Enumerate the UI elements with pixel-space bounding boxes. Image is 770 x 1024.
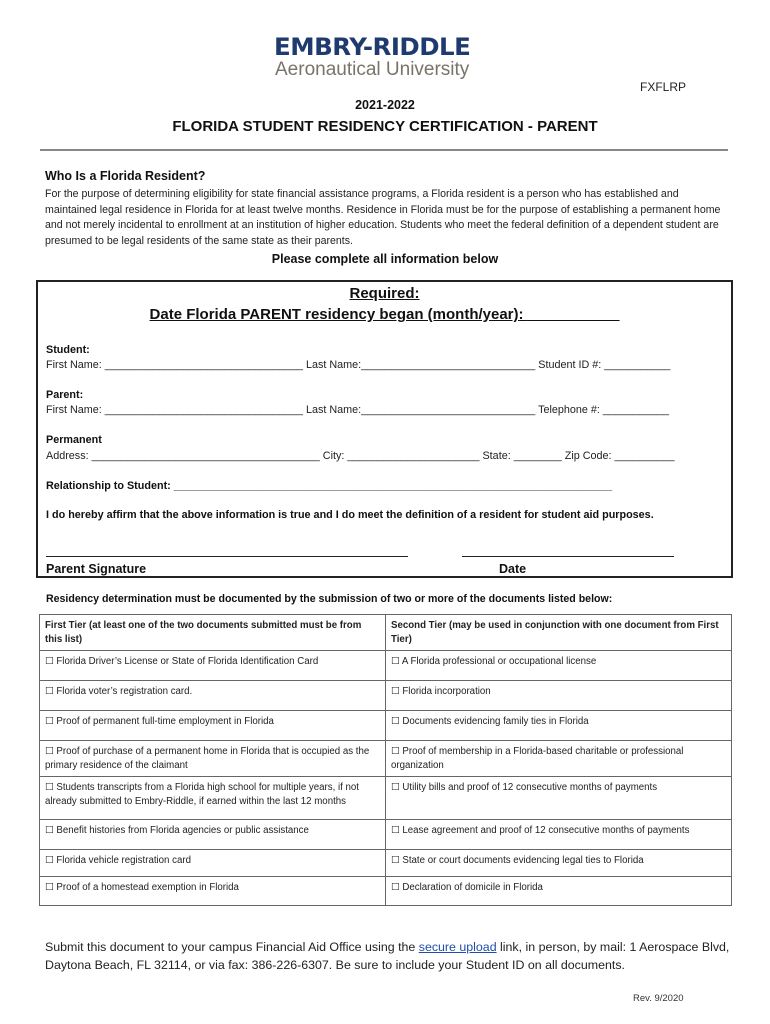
second-tier-checkbox-item[interactable]: ☐ Documents evidencing family ties in Florida: [386, 711, 732, 741]
first-tier-checkbox-item[interactable]: ☐ Benefit histories from Florida agencies or public assistance: [40, 820, 386, 850]
table-row: [40, 777, 732, 820]
student-label: Student:: [46, 344, 90, 356]
academic-year: 2021-2022: [355, 98, 415, 112]
second-tier-checkbox-item[interactable]: ☐ Lease agreement and proof of 12 consecutive months of payments: [386, 820, 732, 850]
table-row: [40, 711, 732, 741]
date-signature-label: Date: [499, 562, 527, 576]
student-name-fields[interactable]: First Name: _________________________________ Last Name:_____________________________ Student ID #: ___________: [46, 359, 671, 371]
residency-date-field[interactable]: [38, 306, 731, 323]
table-header-row: [40, 615, 732, 651]
parent-name-fields[interactable]: First Name: _________________________________ Last Name:_____________________________ Telephone #: ___________: [46, 404, 669, 416]
page-title: FLORIDA STUDENT RESIDENCY CERTIFICATION - PARENT: [172, 118, 598, 135]
address-fields[interactable]: Address: ______________________________________ City: ______________________ State: ________ Zip Code: __________: [46, 450, 675, 462]
second-tier-header: Second Tier (may be used in conjunction with one document from First Tier): [386, 615, 732, 651]
signature-line[interactable]: [46, 556, 408, 557]
table-row: [40, 741, 732, 777]
second-tier-checkbox-item[interactable]: ☐ Utility bills and proof of 12 consecutive months of payments: [386, 777, 732, 820]
first-tier-checkbox-item[interactable]: ☐ Proof of a homestead exemption in Florida: [40, 877, 386, 906]
documents-table: [39, 614, 732, 906]
parent-signature-label: Parent Signature: [46, 562, 147, 576]
relationship-field[interactable]: Relationship to Student: _________________________________________________________________________: [46, 480, 613, 492]
permanent-label: Permanent: [46, 434, 102, 446]
title-divider: [40, 149, 728, 151]
footer-text-start: Submit this document to your campus Financial Aid Office using the: [45, 940, 419, 954]
logo-main-text: EMBRY-RIDDLE: [274, 33, 471, 61]
table-row: [40, 651, 732, 681]
table-row: [40, 681, 732, 711]
submission-instructions: [45, 938, 735, 974]
table-row: [40, 850, 732, 877]
complete-instruction: Please complete all information below: [271, 252, 499, 266]
footer-text-end: link, in person, by mail: 1 Aerospace Blvd, Daytona Beach, FL 32114, or via fax: 386-226-6307. Be sure to include your Student ID on all documents.: [45, 940, 730, 972]
table-row: [40, 820, 732, 850]
first-tier-checkbox-item[interactable]: ☐ Florida voter’s registration card.: [40, 681, 386, 711]
intro-paragraph: For the purpose of determining eligibility for state financial assistance programs, a Florida resident is a person who has established and maintained legal residence in Florida for at least twelve months. Residence in Florida must be for the purpose of establishing a permanent home and not merely incidental to enrollment at an institution of higher education. Students who meet the federal definition of a dependent student are presumed to be legal residents of the same state as their parents.: [45, 188, 721, 247]
second-tier-checkbox-item[interactable]: ☐ A Florida professional or occupational license: [386, 651, 732, 681]
secure-upload-link[interactable]: secure upload: [418, 940, 497, 954]
first-tier-checkbox-item[interactable]: ☐ Proof of purchase of a permanent home in Florida that is occupied as the primary residence of the claimant: [40, 741, 386, 777]
first-tier-header: First Tier (at least one of the two documents submitted must be from this list): [40, 615, 386, 651]
residency-date-label: Date Florida PARENT residency began (month/year):: [149, 306, 528, 323]
first-tier-checkbox-item[interactable]: ☐ Florida Driver’s License or State of Florida Identification Card: [40, 651, 386, 681]
date-line[interactable]: [462, 556, 674, 557]
second-tier-checkbox-item[interactable]: ☐ Florida incorporation: [386, 681, 732, 711]
second-tier-checkbox-item[interactable]: ☐ State or court documents evidencing legal ties to Florida: [386, 850, 732, 877]
table-row: [40, 877, 732, 906]
required-title: Required:: [349, 285, 420, 302]
residency-date-blank[interactable]: ___________: [527, 306, 620, 323]
required-info-box: [36, 280, 733, 578]
first-tier-checkbox-item[interactable]: ☐ Proof of permanent full-time employment in Florida: [40, 711, 386, 741]
affirmation-statement: I do hereby affirm that the above information is true and I do meet the definition of a resident for student aid purposes.: [46, 509, 654, 521]
revision-date: Rev. 9/2020: [633, 993, 684, 1004]
first-tier-checkbox-item[interactable]: ☐ Florida vehicle registration card: [40, 850, 386, 877]
logo-sub-text: Aeronautical University: [275, 59, 470, 80]
second-tier-checkbox-item[interactable]: ☐ Proof of membership in a Florida-based charitable or professional organization: [386, 741, 732, 777]
first-tier-checkbox-item[interactable]: ☐ Students transcripts from a Florida high school for multiple years, if not already submitted to Embry-Riddle, if earned within the last 12 months: [40, 777, 386, 820]
documentation-note: Residency determination must be documented by the submission of two or more of the documents listed below:: [46, 593, 613, 605]
form-code: FXFLRP: [640, 80, 687, 94]
university-logo: [274, 34, 498, 80]
section-heading: Who Is a Florida Resident?: [45, 169, 206, 183]
parent-label: Parent:: [46, 389, 84, 401]
second-tier-checkbox-item[interactable]: ☐ Declaration of domicile in Florida: [386, 877, 732, 906]
